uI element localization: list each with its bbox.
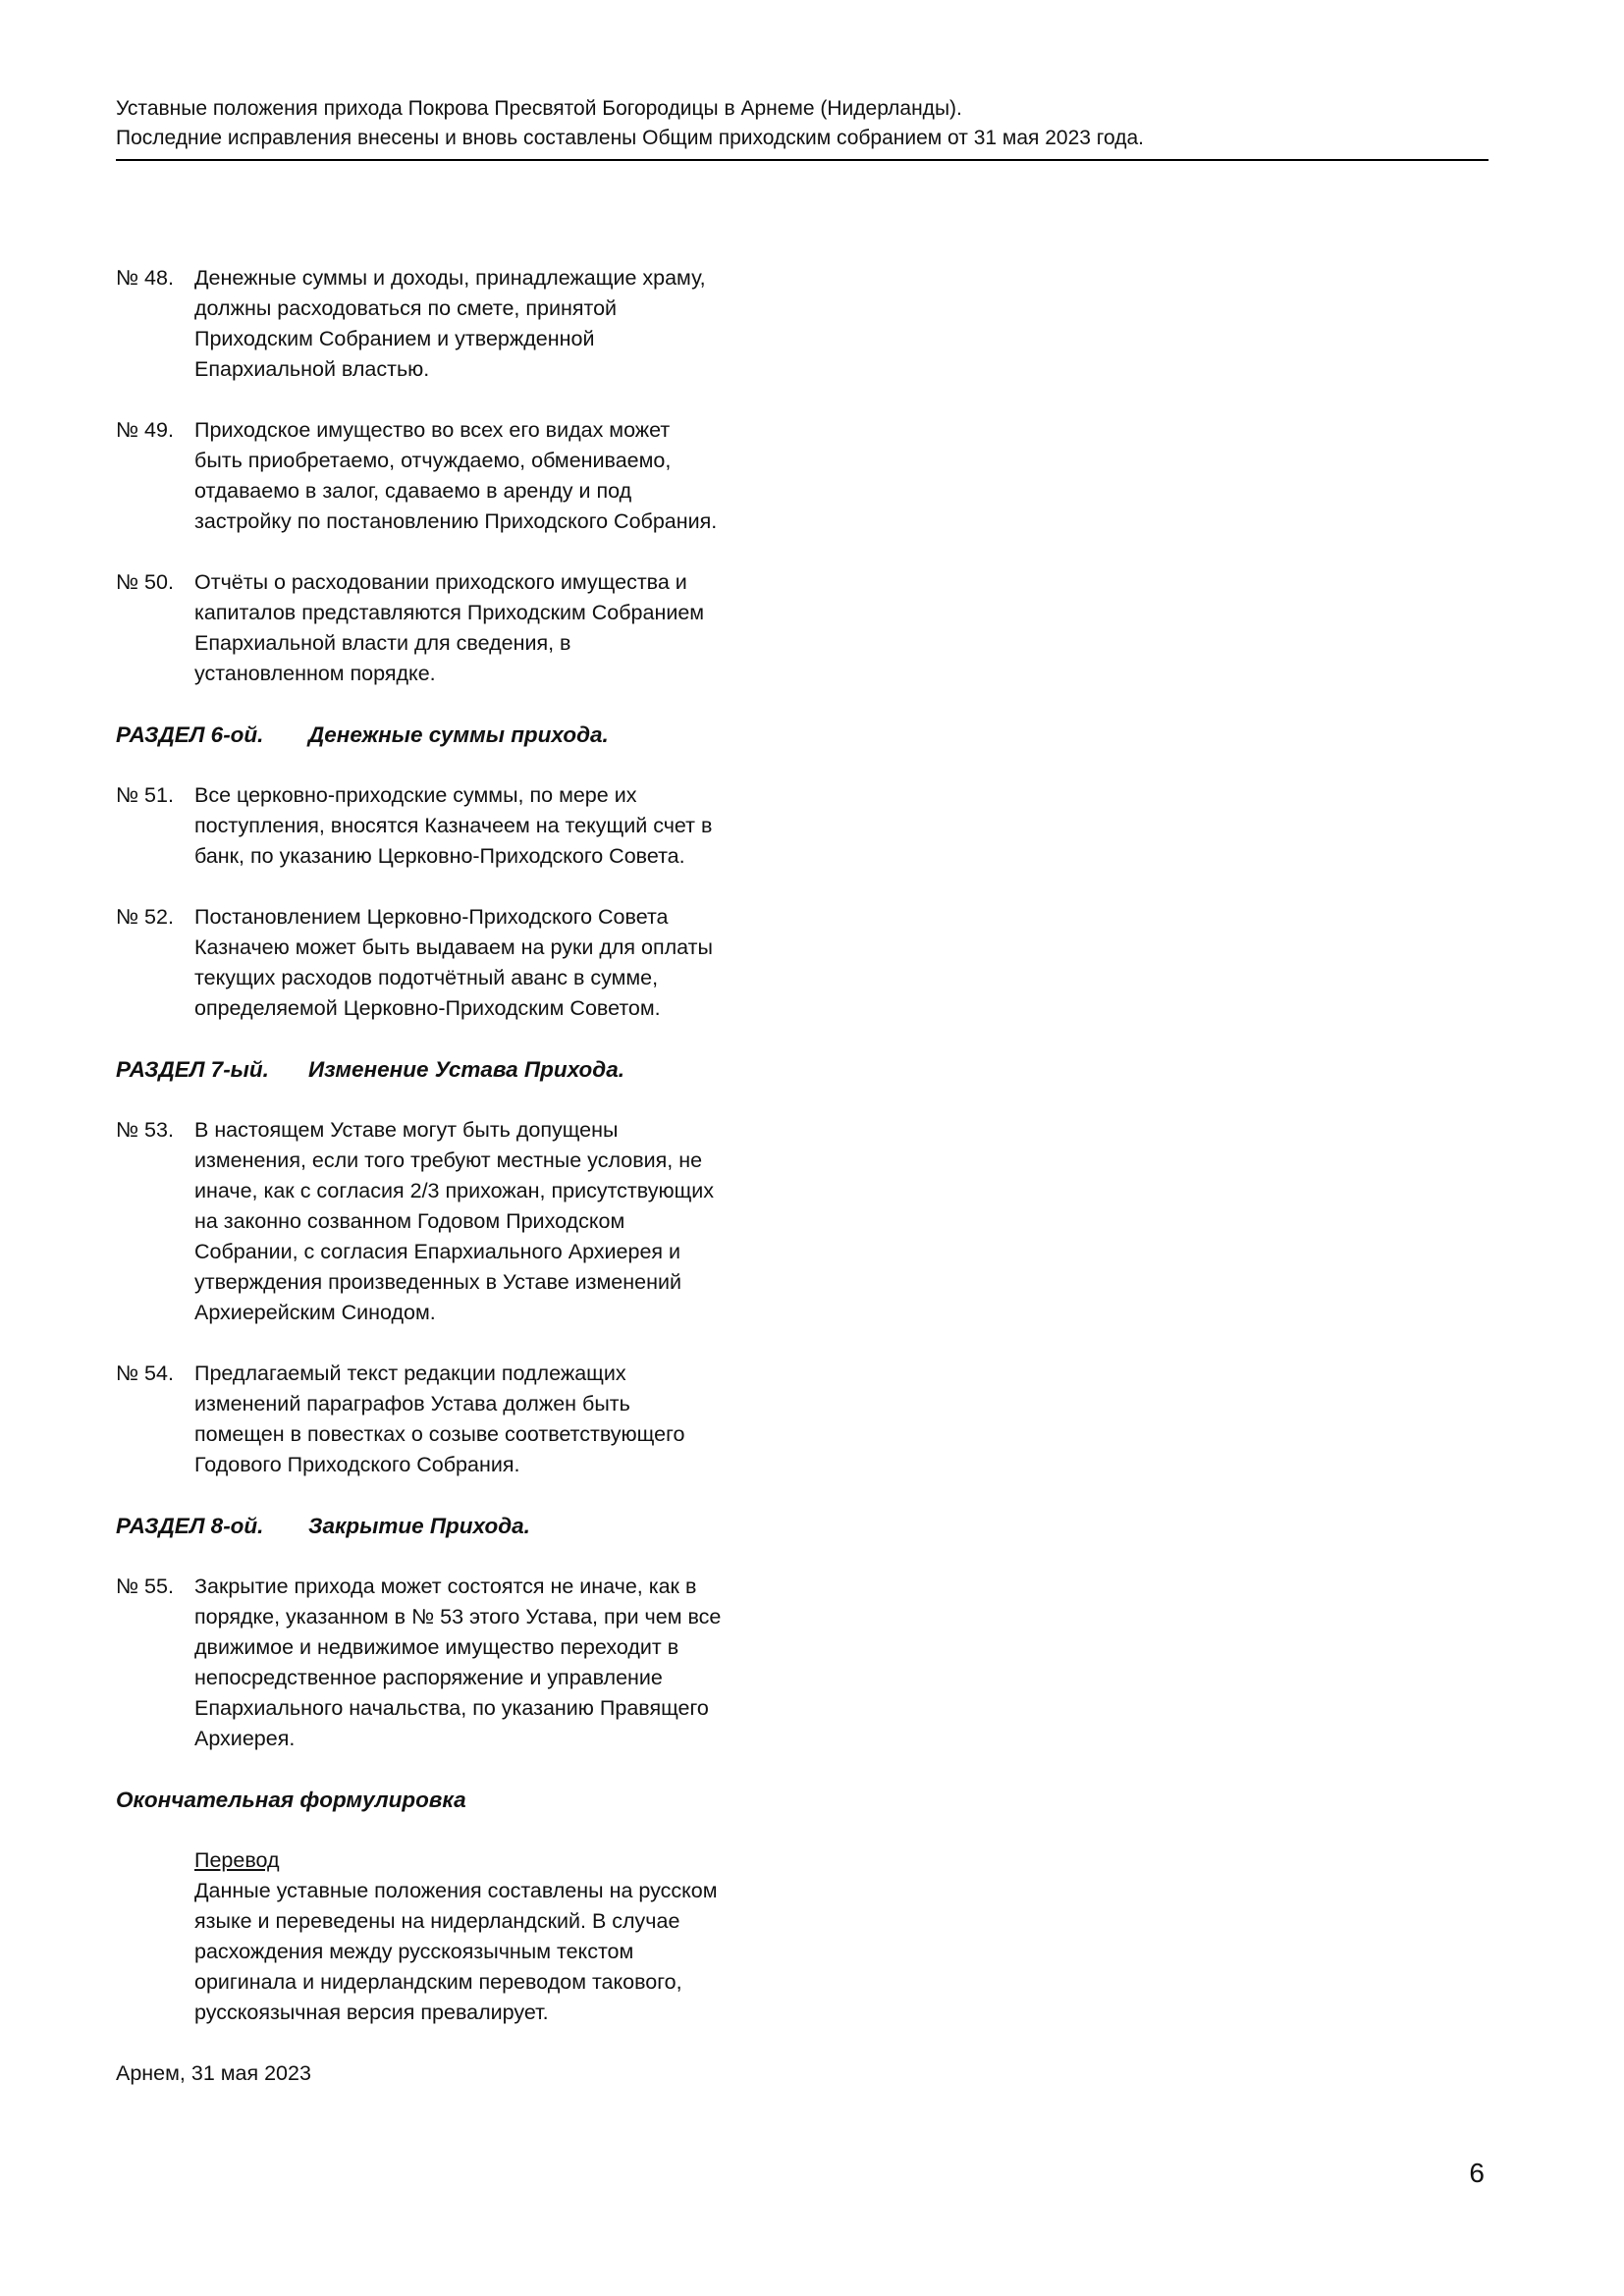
paragraph-number: № 55.: [116, 1575, 174, 1598]
paragraph-text: Приходское имущество во всех его видах может быть приобретаемо, отчуждаемо, обмениваемо, отдаваемо в залог, сдаваемо в аренду и под застройку по постановлению Приходского Собрания.: [194, 418, 718, 533]
paragraph-text: Отчёты о расходовании приходского имущества и капиталов представляются Приходским Собранием Епархиальной власти для сведения, в установленном порядке.: [194, 570, 705, 685]
final-wording-heading: Окончательная формулировка: [116, 1788, 466, 1812]
section-title: Денежные суммы прихода.: [308, 722, 609, 747]
paragraph-49: [116, 415, 784, 537]
translation-subheading: Перевод: [194, 1848, 280, 1872]
paragraph-54: [116, 1359, 784, 1480]
paragraph-number: № 50.: [116, 570, 174, 594]
place-date: Арнем, 31 мая 2023: [116, 2061, 311, 2085]
section-title: Изменение Устава Прихода.: [308, 1057, 624, 1082]
paragraph-text: В настоящем Уставе могут быть допущены изменения, если того требуют местные условия, не иначе, как с согласия 2/3 прихожан, присутствующих на законно созванном Годовом Приходском Собрании, с согласия Епархиального Архиерея и утверждения произведенных в Уставе изменений Архиерейским Синодом.: [194, 1118, 715, 1324]
section-heading-8: [116, 1511, 784, 1541]
section-label: РАЗДЕЛ 7-ый.: [116, 1057, 269, 1082]
paragraph-text: Все церковно-приходские суммы, по мере их поступления, вносятся Казначеем на текущий счет в банк, по указанию Церковно-Приходского Совета.: [194, 783, 713, 868]
paragraph-number: № 48.: [116, 266, 174, 290]
page-header: [116, 94, 1489, 161]
paragraph-50: [116, 567, 784, 689]
paragraph-53: [116, 1115, 784, 1328]
header-line-1: Уставные положения прихода Покрова Пресвятой Богородицы в Арнеме (Нидерланды).: [116, 97, 962, 120]
paragraph-text: Постановлением Церковно-Приходского Совета Казначею может быть выдаваем на руки для оплаты текущих расходов подотчётный аванс в сумме, определяемой Церковно-Приходским Советом.: [194, 905, 713, 1020]
page-number: 6: [1469, 2158, 1485, 2188]
paragraph-number: № 52.: [116, 905, 174, 929]
section-title: Закрытие Прихода.: [308, 1514, 530, 1538]
section-heading-7: [116, 1054, 784, 1085]
paragraph-51: [116, 780, 784, 872]
paragraph-55: [116, 1572, 784, 1754]
header-line-2: Последние исправления внесены и вновь составлены Общим приходским собранием от 31 мая 2023 года.: [116, 127, 1144, 149]
paragraph-number: № 49.: [116, 418, 174, 442]
paragraph-text: Предлагаемый текст редакции подлежащих изменений параграфов Устава должен быть помещен в повестках о созыве соответствующего Годового Приходского Собрания.: [194, 1362, 685, 1476]
paragraph-48: [116, 263, 784, 385]
section-label: РАЗДЕЛ 6-ой.: [116, 722, 264, 747]
paragraph-number: № 51.: [116, 783, 174, 807]
translation-block: [194, 1845, 784, 2028]
paragraph-52: [116, 902, 784, 1024]
paragraph-number: № 53.: [116, 1118, 174, 1142]
section-label: РАЗДЕЛ 8-ой.: [116, 1514, 264, 1538]
document-body: [116, 263, 784, 2089]
paragraph-text: Денежные суммы и доходы, принадлежащие храму, должны расходоваться по смете, принятой Приходским Собранием и утвержденной Епархиальной властью.: [194, 266, 706, 381]
paragraph-text: Закрытие прихода может состоятся не иначе, как в порядке, указанном в № 53 этого Устава, при чем все движимое и недвижимое имущество переходит в непосредственное распоряжение и управление Епархиального начальства, по указанию Правящего Архиерея.: [194, 1575, 722, 1750]
paragraph-number: № 54.: [116, 1362, 174, 1385]
section-heading-6: [116, 720, 784, 750]
translation-text: Данные уставные положения составлены на русском языке и переведены на нидерландский. В случае расхождения между русскоязычным текстом оригинала и нидерландским переводом такового, русскоязычная версия превалирует.: [194, 1879, 718, 2024]
